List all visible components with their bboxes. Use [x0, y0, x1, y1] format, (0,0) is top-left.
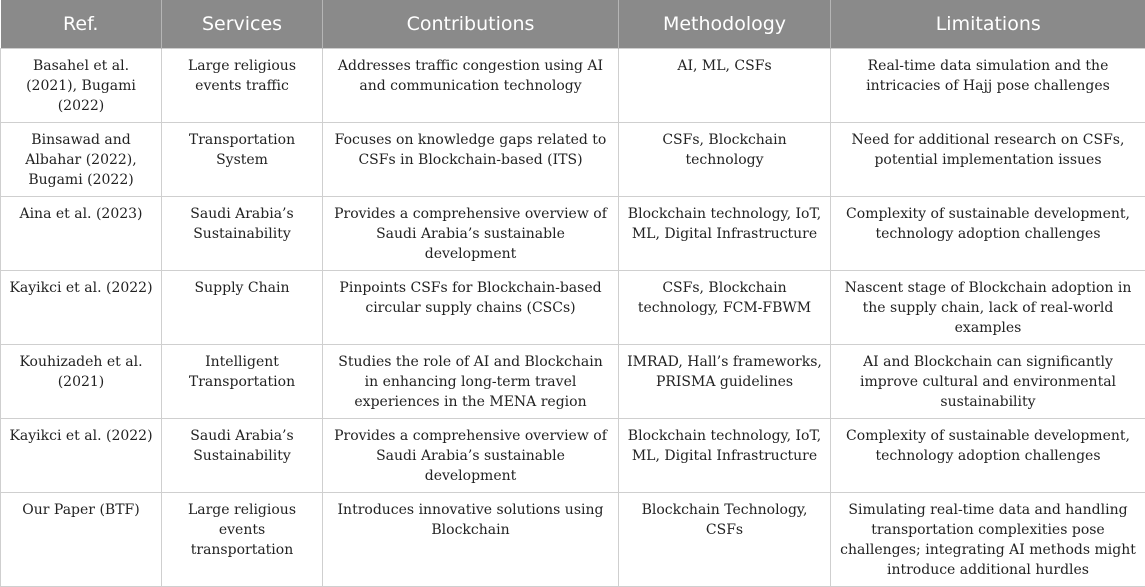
cell-methodology: Blockchain technology, IoT, ML, Digital Infrastructure: [619, 419, 831, 493]
cell-contributions: Pinpoints CSFs for Blockchain-based circular supply chains (CSCs): [323, 271, 619, 345]
header-row: [1, 0, 1145, 49]
cell-limitations: Complexity of sustainable development, technology adoption challenges: [831, 419, 1145, 493]
header-services: Services: [162, 0, 323, 49]
cell-contributions: Provides a comprehensive overview of Saudi Arabia’s sustainable development: [323, 419, 619, 493]
cell-methodology: AI, ML, CSFs: [619, 49, 831, 123]
cell-limitations: Need for additional research on CSFs, potential implementation issues: [831, 123, 1145, 197]
cell-services: Transportation System: [162, 123, 323, 197]
table-row: [1, 123, 1145, 197]
cell-services: Intelligent Transportation: [162, 345, 323, 419]
cell-ref: Kayikci et al. (2022): [1, 271, 162, 345]
header-methodology: Methodology: [619, 0, 831, 49]
cell-contributions: Studies the role of AI and Blockchain in enhancing long-term travel experiences in the MENA region: [323, 345, 619, 419]
cell-services: Large religious events transportation: [162, 493, 323, 587]
cell-services: Supply Chain: [162, 271, 323, 345]
cell-services: Saudi Arabia’s Sustainability: [162, 197, 323, 271]
cell-methodology: IMRAD, Hall’s frameworks, PRISMA guidelines: [619, 345, 831, 419]
table-row: [1, 197, 1145, 271]
table-row: [1, 271, 1145, 345]
table-row: [1, 493, 1145, 587]
cell-limitations: Simulating real-time data and handling transportation complexities pose challenges; integrating AI methods might introduce additional hurdles: [831, 493, 1145, 587]
table-row: [1, 345, 1145, 419]
cell-ref: Aina et al. (2023): [1, 197, 162, 271]
table-row: [1, 49, 1145, 123]
cell-ref: Kouhizadeh et al. (2021): [1, 345, 162, 419]
cell-methodology: Blockchain Technology, CSFs: [619, 493, 831, 587]
cell-methodology: CSFs, Blockchain technology, FCM-FBWM: [619, 271, 831, 345]
cell-ref: Basahel et al. (2021), Bugami (2022): [1, 49, 162, 123]
cell-ref: Kayikci et al. (2022): [1, 419, 162, 493]
cell-limitations: Real-time data simulation and the intricacies of Hajj pose challenges: [831, 49, 1145, 123]
cell-contributions: Addresses traffic congestion using AI and communication technology: [323, 49, 619, 123]
table-header: [1, 0, 1145, 49]
cell-ref: Binsawad and Albahar (2022), Bugami (2022): [1, 123, 162, 197]
cell-limitations: Nascent stage of Blockchain adoption in the supply chain, lack of real-world examples: [831, 271, 1145, 345]
cell-services: Saudi Arabia’s Sustainability: [162, 419, 323, 493]
cell-limitations: Complexity of sustainable development, technology adoption challenges: [831, 197, 1145, 271]
cell-contributions: Provides a comprehensive overview of Saudi Arabia’s sustainable development: [323, 197, 619, 271]
table-row: [1, 419, 1145, 493]
cell-ref: Our Paper (BTF): [1, 493, 162, 587]
cell-contributions: Focuses on knowledge gaps related to CSFs in Blockchain-based (ITS): [323, 123, 619, 197]
cell-methodology: Blockchain technology, IoT, ML, Digital Infrastructure: [619, 197, 831, 271]
cell-limitations: AI and Blockchain can significantly improve cultural and environmental sustainability: [831, 345, 1145, 419]
header-limitations: Limitations: [831, 0, 1145, 49]
cell-methodology: CSFs, Blockchain technology: [619, 123, 831, 197]
table-body: [1, 49, 1145, 587]
header-ref: Ref.: [1, 0, 162, 49]
cell-contributions: Introduces innovative solutions using Blockchain: [323, 493, 619, 587]
cell-services: Large religious events traffic: [162, 49, 323, 123]
header-contributions: Contributions: [323, 0, 619, 49]
